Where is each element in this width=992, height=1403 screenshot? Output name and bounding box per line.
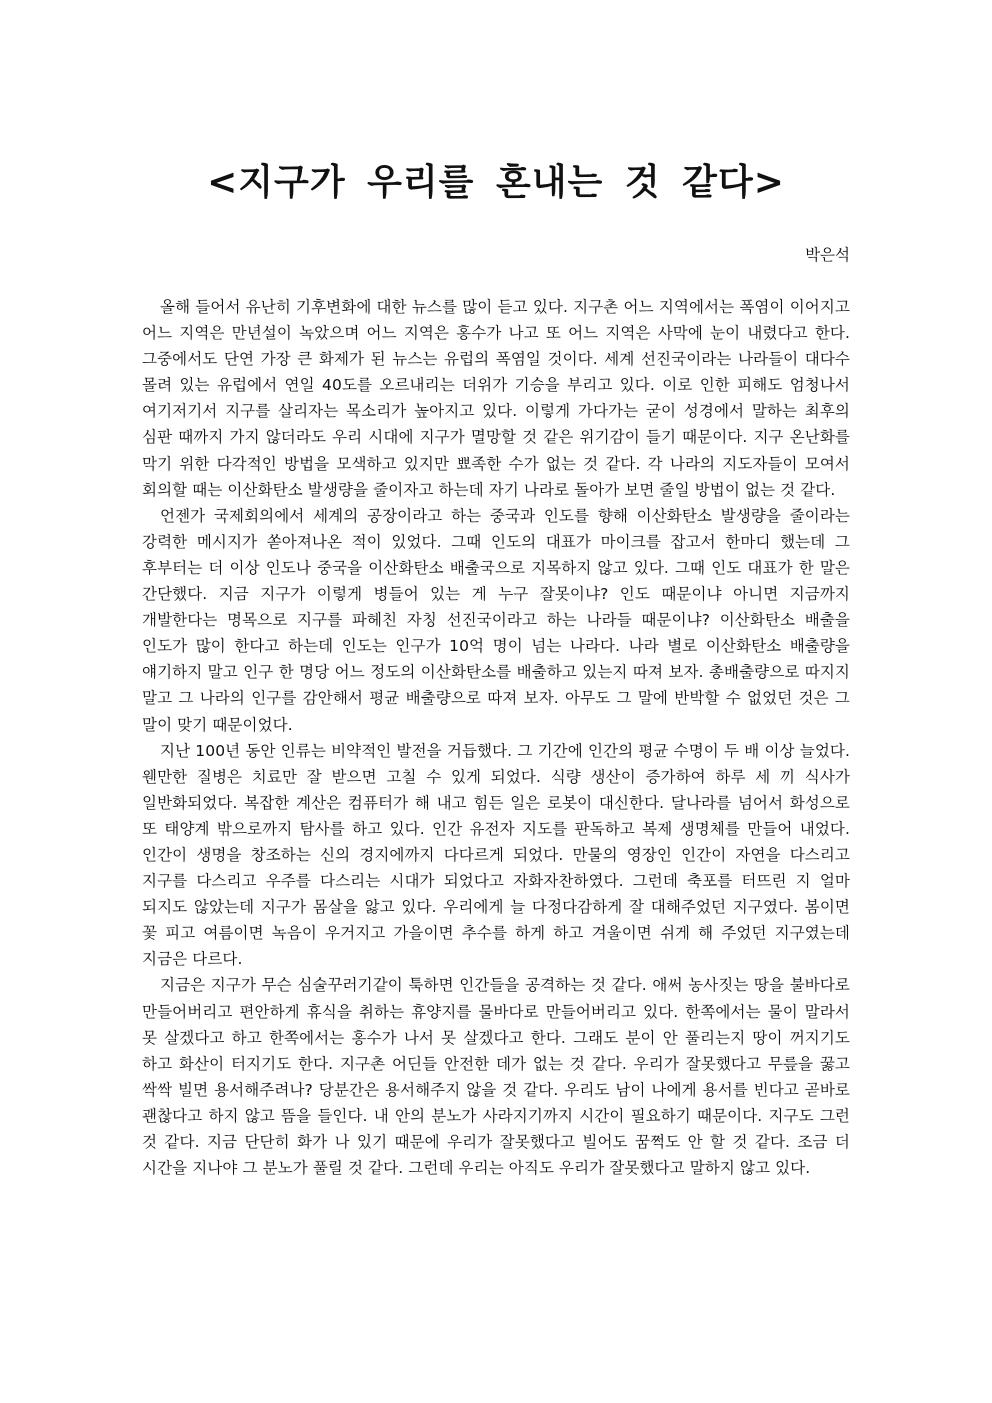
paragraph: 지금은 지구가 무슨 심술꾸러기같이 툭하면 인간들을 공격하는 것 같다. 애써 농사짓는 땅을 불바다로 만들어버리고 편안하게 휴식을 취하는 휴양지를 물바다로 만들어버리고 있다. 한쪽에서는 물이 말라서 못 살겠다고 하고 한쪽에서는 홍수가 나서 못 살겠다고 한다. 그래도 분이 안 풀리는지 땅이 꺼지기도 하고 화산이 터지기도 한다. 지구촌 어딘들 안전한 데가 없는 것 같다. 우리가 잘못했다고 무릎을 꿇고 싹싹 빌면 용서해주려나? 당분간은 용서해주지 않을 것 같다. 우리도 남이 나에게 용서를 빈다고 곧바로 괜찮다고 하지 않고 뜸을 들인다. 내 안의 분노가 사라지기까지 시간이 필요하기 때문이다. 지구도 그런 것 같다. 지금 단단히 화가 나 있기 때문에 우리가 잘못했다고 빌어도 꿈쩍도 안 할 것 같다. 조금 더 시간을 지나야 그 분노가 풀릴 것 같다. 그런데 우리는 아직도 우리가 잘못했다고 말하지 않고 있다.: [142, 976, 850, 1178]
author-name: 박은석: [805, 246, 850, 264]
paragraph: 언젠가 국제회의에서 세계의 공장이라고 하는 중국과 인도를 향해 이산화탄소 발생량을 줄이라는 강력한 메시지가 쏟아져나온 적이 있었다. 그때 인도의 대표가 마이크를 잡고서 한마디 했는데 그 후부터는 더 이상 인도나 중국을 이산화탄소 배출국으로 지목하지 않고 있다. 그때 인도 대표가 한 말은 간단했다. 지금 지구가 이렇게 병들어 있는 게 누구 잘못이냐? 인도 때문이냐 아니면 지금까지 개발한다는 명목으로 지구를 파헤친 자칭 선진국이라고 하는 나라들 때문이냐? 이산화탄소 배출을 인도가 많이 한다고 하는데 인도는 인구가 10억 명이 넘는 나라다. 나라 별로 이산화탄소 배출량을 얘기하지 말고 인구 한 명당 어느 정도의 이산화탄소를 배출하고 있는지 따져 보자. 총배출량으로 따지지 말고 그 나라의 인구를 감안해서 평균 배출량으로 따져 보자. 아무도 그 말에 반박할 수 없었던 것은 그 말이 맞기 때문이었다.: [142, 506, 850, 734]
paragraph: 지난 100년 동안 인류는 비약적인 발전을 거듭했다. 그 기간에 인간의 평균 수명이 두 배 이상 늘었다. 웬만한 질병은 치료만 잘 받으면 고칠 수 있게 되었다. 식량 생산이 증가하여 하루 세 끼 식사가 일반화되었다. 복잡한 계산은 컴퓨터가 해 내고 힘든 일은 로봇이 대신한다. 달나라를 넘어서 화성으로 또 태양계 밖으로까지 탐사를 하고 있다. 인간 유전자 지도를 판독하고 복제 생명체를 만들어 내었다. 인간이 생명을 창조하는 신의 경지에까지 다다르게 되었다. 만물의 영장인 인간이 자연을 다스리고 지구를 다스리고 우주를 다스리는 시대가 되었다고 자화자찬하였다. 그런데 축포를 터뜨린 지 얼마 되지도 않았는데 지구가 몸살을 앓고 있다. 우리에게 늘 다정다감하게 잘 대해주었던 지구였다. 봄이면 꽃 피고 여름이면 녹음이 우거지고 가을이면 추수를 하게 하고 겨울이면 쉬게 해 주었던 지구였는데 지금은 다르다.: [142, 741, 850, 969]
essay-body: [142, 294, 850, 1181]
paragraph: 올해 들어서 유난히 기후변화에 대한 뉴스를 많이 듣고 있다. 지구촌 어느 지역에서는 폭염이 이어지고 어느 지역은 만년설이 녹았으며 어느 지역은 홍수가 나고 또 어느 지역은 사막에 눈이 내렸다고 한다. 그중에서도 단연 가장 큰 화제가 된 뉴스는 유럽의 폭염일 것이다. 세계 선진국이라는 나라들이 대다수 몰려 있는 유럽에서 연일 40도를 오르내리는 더위가 기승을 부리고 있다. 이로 인한 피해도 엄청나서 여기저기서 지구를 살리자는 목소리가 높아지고 있다. 이렇게 가다가는 굳이 성경에서 말하는 최후의 심판 때까지 가지 않더라도 우리 시대에 지구가 멸망할 것 같은 위기감이 들기 때문이다. 지구 온난화를 막기 위한 다각적인 방법을 모색하고 있지만 뾰족한 수가 없는 것 같다. 각 나라의 지도자들이 모여서 회의할 때는 이산화탄소 발생량을 줄이자고 하는데 자기 나라로 돌아가 보면 줄일 방법이 없는 것 같다.: [142, 298, 850, 499]
document-title: <지구가 우리를 혼내는 것 같다>: [207, 162, 785, 203]
